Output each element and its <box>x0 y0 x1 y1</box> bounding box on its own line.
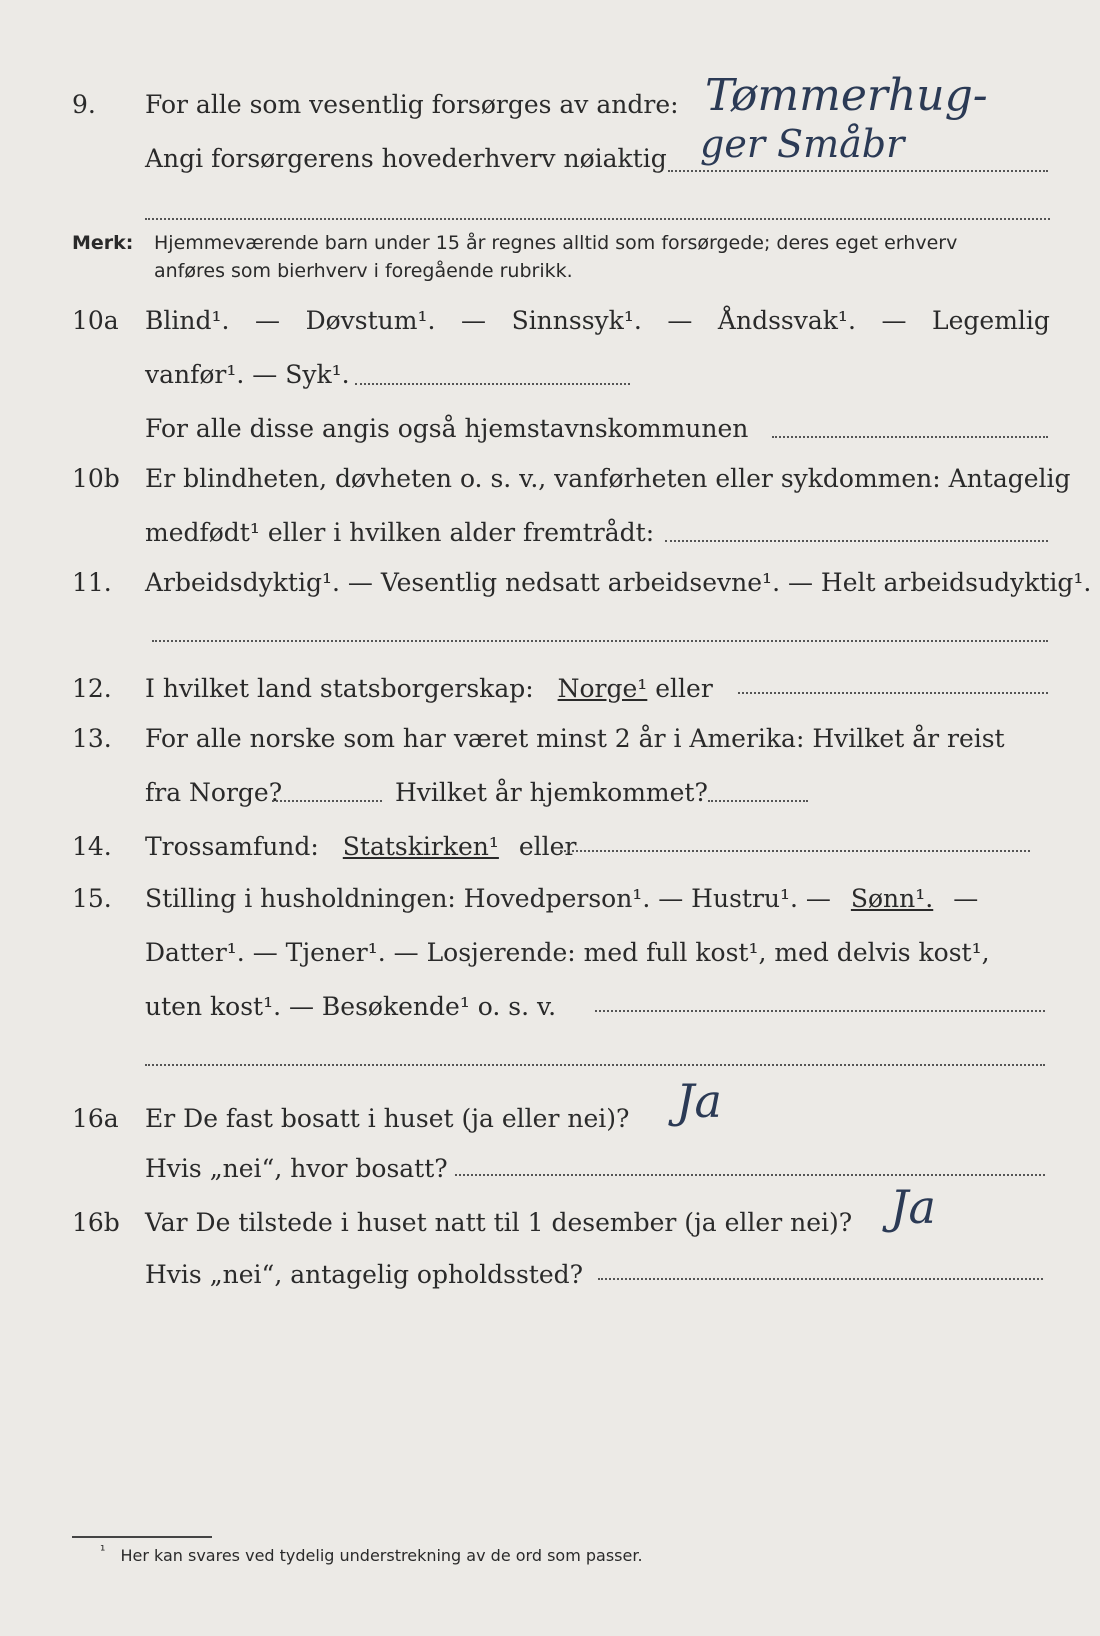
question-text: Hvis „nei“, antagelig opholdssted? <box>145 1260 584 1289</box>
note-line: anføres som bierhverv i foregående rubrikk. <box>154 260 573 282</box>
question-number: 10b <box>72 464 120 493</box>
answer-line <box>598 1278 1043 1280</box>
question-prefix: Stilling i husholdningen: Hovedperson¹. — Hustru¹. — <box>145 884 831 913</box>
footnote <box>100 1544 643 1565</box>
question-12 <box>0 668 1100 712</box>
answer-line <box>708 800 808 802</box>
separator: — <box>881 306 907 335</box>
question-number: 12. <box>72 674 112 703</box>
question-text <box>145 884 978 913</box>
answer-line <box>665 540 1048 542</box>
question-number: 10a <box>72 306 119 335</box>
separator: — <box>667 306 693 335</box>
question-13 <box>0 718 1100 762</box>
question-10a-line3 <box>0 408 1100 452</box>
question-text <box>145 674 713 703</box>
question-text: Angi forsørgerens hovederhverv nøiaktig <box>145 144 667 173</box>
separator: — <box>255 306 280 335</box>
question-number: 16a <box>72 1104 119 1133</box>
question-number: 15. <box>72 884 112 913</box>
answer-line <box>152 640 1048 642</box>
underlined-option-statskirken: Statskirken¹ <box>342 832 499 861</box>
option: Blind¹. <box>145 306 230 335</box>
question-prefix: Trossamfund: <box>145 832 319 861</box>
question-number: 14. <box>72 832 112 861</box>
underlined-option-sonn: Sønn¹. <box>850 884 934 913</box>
answer-line <box>272 800 382 802</box>
question-suffix: eller <box>655 674 713 703</box>
question-10b <box>0 458 1100 502</box>
question-text: Arbeidsdyktig¹. — Vesentlig nedsatt arbeidsevne¹. — Helt arbeidsudyktig¹. <box>145 568 1092 597</box>
question-10a <box>0 300 1100 344</box>
question-text-part-a: fra Norge? <box>145 778 283 807</box>
answer-line <box>595 1010 1045 1012</box>
answer-line <box>738 692 1048 694</box>
answer-line <box>355 383 630 385</box>
question-number: 13. <box>72 724 112 753</box>
note-line: Hjemmeværende barn under 15 år regnes alltid som forsørgede; deres eget erhverv <box>154 232 958 254</box>
handwritten-answer-fast-bosatt: Ja <box>676 1074 722 1128</box>
question-suffix: eller <box>518 832 577 861</box>
note-label: Merk: <box>72 232 134 254</box>
question-text: Er blindheten, døvheten o. s. v., vanførheten eller sykdommen: Antagelig <box>145 464 1071 493</box>
handwritten-answer-tilstede: Ja <box>890 1180 936 1234</box>
question-text: uten kost¹. — Besøkende¹ o. s. v. <box>145 992 557 1021</box>
question-text: For alle disse angis også hjemstavnskommunen <box>145 414 749 443</box>
question-text: vanfør¹. — Syk¹. <box>145 360 350 389</box>
question-15-line2 <box>0 932 1100 976</box>
answer-line <box>668 170 1048 172</box>
question-text <box>145 832 576 861</box>
footnote-divider <box>72 1536 212 1538</box>
section-divider <box>145 218 1050 220</box>
separator: — <box>461 306 486 335</box>
question-text-part-b: Hvilket år hjemkommet? <box>395 778 708 807</box>
answer-line <box>772 436 1048 438</box>
question-text: Er De fast bosatt i huset (ja eller nei)? <box>145 1104 630 1133</box>
separator: — <box>953 884 979 913</box>
option: Døvstum¹. <box>305 306 436 335</box>
footnote-mark: ¹ <box>100 1544 106 1559</box>
question-text: For alle som vesentlig forsørges av andre: <box>145 90 679 119</box>
question-number: 11. <box>72 568 112 597</box>
question-11 <box>0 562 1100 606</box>
answer-line <box>560 850 1030 852</box>
question-number: 9. <box>72 90 96 119</box>
question-number: 16b <box>72 1208 120 1237</box>
option: Legemlig <box>932 306 1050 335</box>
question-13-line2 <box>0 772 1100 816</box>
handwritten-answer-occupation-line1: Tømmerhug- <box>705 70 988 121</box>
underlined-option-norge: Norge¹ <box>557 674 648 703</box>
question-9-line2 <box>0 138 1100 182</box>
option: Åndssvak¹. <box>717 306 856 335</box>
question-prefix: I hvilket land statsborgerskap: <box>145 674 534 703</box>
question-15 <box>0 878 1100 922</box>
question-16b-line2 <box>0 1254 1100 1298</box>
question-text: Datter¹. — Tjener¹. — Losjerende: med full kost¹, med delvis kost¹, <box>145 938 990 967</box>
question-15-line3 <box>0 986 1100 1030</box>
handwritten-answer-occupation-line2: ger Småbr <box>700 122 905 166</box>
question-text: Hvis „nei“, hvor bosatt? <box>145 1154 448 1183</box>
note-merk <box>72 232 1052 292</box>
answer-line <box>455 1174 1045 1176</box>
question-text: Var De tilstede i huset natt til 1 desember (ja eller nei)? <box>145 1208 853 1237</box>
note-body <box>154 232 1034 282</box>
question-16a <box>0 1098 1100 1142</box>
question-10b-line2 <box>0 512 1100 556</box>
answer-line <box>145 1064 1045 1066</box>
question-text: medfødt¹ eller i hvilken alder fremtrådt: <box>145 518 655 547</box>
question-text <box>145 306 1050 335</box>
question-10a-line2 <box>0 354 1100 398</box>
option: Sinnssyk¹. <box>511 306 642 335</box>
question-text: For alle norske som har været minst 2 år i Amerika: Hvilket år reist <box>145 724 1005 753</box>
question-14 <box>0 826 1100 870</box>
footnote-text: Her kan svares ved tydelig understrekning av de ord som passer. <box>120 1546 643 1566</box>
